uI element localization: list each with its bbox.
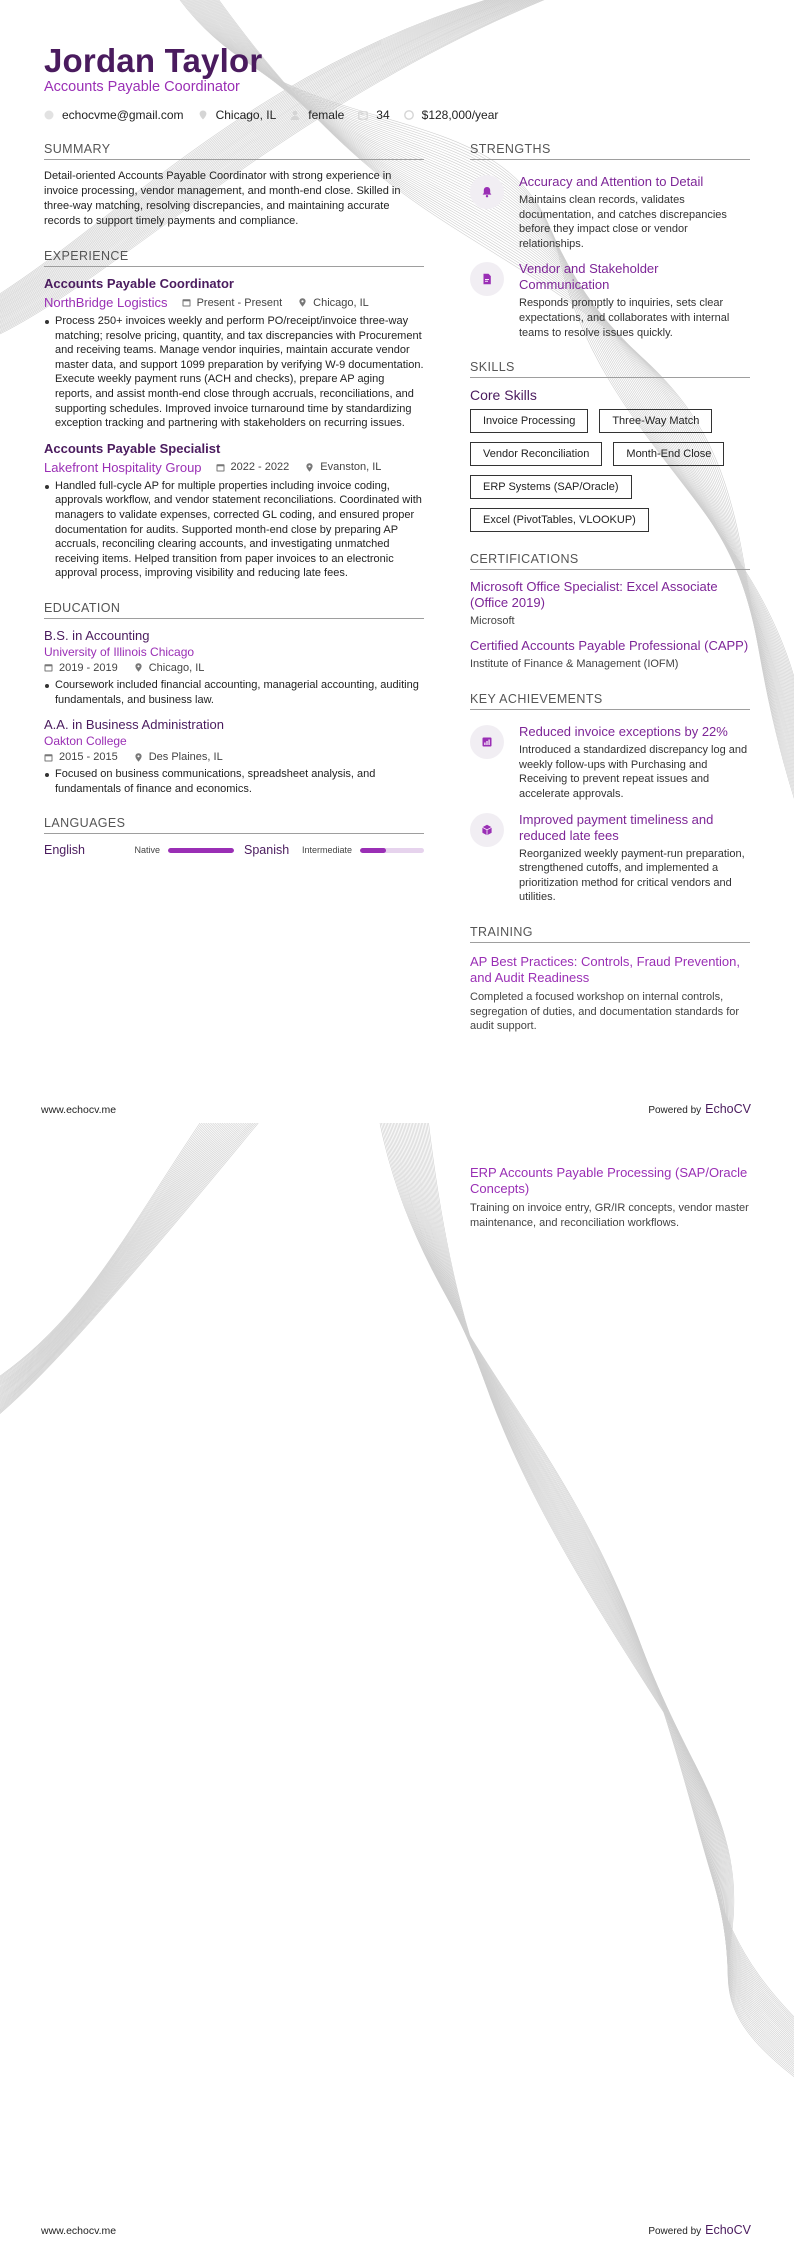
contact-age-text: 34 (376, 108, 390, 122)
document-icon (481, 273, 493, 285)
language-level: Intermediate (301, 845, 352, 856)
strength-title: Vendor and Stakeholder Communication (519, 261, 659, 293)
degree-name: A.A. in Business Administration (44, 717, 224, 733)
left-column (44, 142, 424, 857)
resume-page-2 (0, 1123, 794, 2246)
skill-group-title: Core Skills (470, 387, 537, 404)
job-meta (44, 295, 424, 310)
achievement-title: Improved payment timeliness and reduced late fees (519, 811, 714, 843)
achievement-desc: Introduced a standardized discrepancy log and weekly follow-ups with Purchasing and Receiving to prevent repeat issues and accelerate approvals. (519, 744, 748, 800)
language-name: Spanish (244, 843, 290, 858)
cube-icon (481, 824, 493, 836)
school-name: University of Illinois Chicago (44, 644, 195, 659)
education-bullets (44, 767, 424, 796)
job-entry (44, 441, 424, 581)
training-name: ERP Accounts Payable Processing (SAP/Oracle Concepts) (470, 1165, 748, 1196)
education-location: Des Plaines, IL (134, 751, 223, 763)
job-title: Accounts Payable Specialist (44, 440, 221, 456)
powered-by-text: Powered by (648, 2226, 702, 2237)
strength-desc: Maintains clean records, validates documentation, and catches discrepancies before they impact close or vendor relationships. (519, 194, 727, 250)
languages-heading: LANGUAGES (44, 816, 424, 834)
training-item (470, 952, 750, 1034)
school-name: Oakton College (44, 734, 127, 749)
job-dates: 2022 - 2022 (216, 461, 290, 473)
language-bar-fill (360, 848, 386, 853)
footer-powered-by[interactable] (648, 2223, 751, 2237)
contact-gender-text: female (308, 108, 345, 122)
calendar-icon (182, 298, 191, 307)
training-desc: Training on invoice entry, GR/IR concepts, vendor master maintenance, and reconciliation workflows. (470, 1202, 749, 1229)
email-icon (44, 110, 54, 120)
certification-item (470, 579, 750, 627)
language-bar-fill (168, 848, 234, 853)
summary-text: Detail-oriented Accounts Payable Coordinator with strong experience in invoice processing, vendor management, and month-end close. Skilled in three-way matching, resolving discrepancies, and maintaining accurate records to support timely payments and compliance. (44, 170, 401, 227)
brand-logo: EchoCV (705, 1102, 751, 1116)
right-column (470, 142, 750, 1034)
training-heading: TRAINING (470, 925, 750, 943)
contact-email[interactable] (44, 108, 184, 122)
brand-logo: EchoCV (705, 2223, 751, 2237)
education-dates: 2019 - 2019 (44, 662, 118, 674)
job-bullets (44, 479, 424, 581)
calendar-icon (44, 663, 53, 672)
list-item: Focused on business communications, spreadsheet analysis, and fundamentals of finance and economics. (44, 767, 424, 796)
skill-tags (470, 409, 750, 541)
skill-tag: Month-End Close (613, 442, 724, 466)
strengths-heading: STRENGTHS (470, 142, 750, 160)
list-item: Process 250+ invoices weekly and perform PO/receipt/invoice three-way matching; resolve pricing, quantity, and tax discrepancies with Procurement and receiving teams. Manage vendor inquiries, maintain accurate vendor master data, and support 1099 preparation by verifying W-9 documentation. Execute weekly payment runs (ACH and checks), prepare AP aging reports, and assist month-end close through accruals, reconciliations, and supporting schedules. Improved invoice turnaround time by standardizing exception tracking and partnering with stakeholders on recurring issues. (44, 314, 424, 431)
person-icon (290, 110, 300, 120)
footer-powered-by[interactable] (648, 1102, 751, 1116)
calendar-icon (358, 110, 368, 120)
certification-name: Microsoft Office Specialist: Excel Associate (Office 2019) (470, 579, 718, 611)
strength-item (470, 174, 750, 251)
achievement-desc: Reorganized weekly payment-run preparation, strengthened cutoffs, and implemented a prioritization method for critical vendors and utilities. (519, 847, 745, 904)
language-bar (360, 848, 424, 853)
strength-item (470, 261, 750, 340)
education-meta (44, 662, 424, 674)
candidate-title: Accounts Payable Coordinator (44, 79, 240, 95)
strength-title: Accuracy and Attention to Detail (519, 174, 704, 189)
achievement-icon-badge (470, 725, 504, 759)
certification-name: Certified Accounts Payable Professional (CAPP) (470, 638, 749, 654)
education-entry (44, 717, 424, 796)
candidate-name: Jordan Taylor (44, 42, 263, 79)
job-dates: Present - Present (182, 297, 283, 309)
list-item: Coursework included financial accounting, managerial accounting, auditing fundamentals, and business law. (44, 678, 424, 707)
skill-tag: Excel (PivotTables, VLOOKUP) (470, 508, 649, 532)
job-location: Chicago, IL (298, 297, 369, 309)
strength-icon-badge (470, 262, 504, 296)
education-entry (44, 628, 424, 707)
location-icon (298, 298, 307, 307)
location-icon (134, 753, 143, 762)
training-name: AP Best Practices: Controls, Fraud Prevention, and Audit Readiness (470, 953, 740, 985)
skill-tag: Vendor Reconciliation (470, 442, 602, 466)
education-location: Chicago, IL (134, 662, 205, 674)
calendar-icon (44, 753, 53, 762)
summary-heading: SUMMARY (44, 142, 424, 160)
achievements-heading: KEY ACHIEVEMENTS (470, 692, 750, 710)
job-title: Accounts Payable Coordinator (44, 276, 234, 291)
certification-item (470, 638, 750, 670)
calendar-icon (216, 463, 225, 472)
footer-website[interactable]: www.echocv.me (41, 2225, 117, 2237)
languages-list (44, 843, 424, 857)
footer-website[interactable]: www.echocv.me (41, 1104, 117, 1116)
certifications-heading: CERTIFICATIONS (470, 552, 750, 570)
location-icon (305, 463, 314, 472)
company-name: NorthBridge Logistics (44, 295, 168, 310)
job-meta (44, 460, 424, 475)
contact-salary-text: $128,000/year (421, 108, 499, 122)
training-item (470, 1165, 750, 1230)
education-meta (44, 751, 424, 763)
contact-age (358, 108, 389, 122)
location-icon (198, 110, 208, 120)
bell-icon (481, 186, 493, 198)
contact-location (198, 108, 277, 122)
job-bullets (44, 314, 424, 431)
contact-gender (290, 108, 344, 122)
strength-desc: Responds promptly to inquiries, sets clear expectations, and collaborates with internal teams to resolve issues quickly. (519, 297, 730, 339)
certification-org: Microsoft (470, 615, 515, 628)
education-bullets (44, 678, 424, 707)
language-bar (168, 848, 234, 853)
chart-icon (481, 736, 493, 748)
contact-email-text: echocvme@gmail.com (62, 108, 184, 122)
education-dates: 2015 - 2015 (44, 751, 118, 763)
skill-tag: ERP Systems (SAP/Oracle) (470, 475, 632, 499)
degree-name: B.S. in Accounting (44, 627, 150, 643)
achievement-item (470, 812, 750, 905)
language-item (44, 843, 234, 857)
company-name: Lakefront Hospitality Group (44, 459, 202, 475)
list-item: Handled full-cycle AP for multiple properties including invoice coding, approvals workflow, and vendor statement reconciliations. Coordinated with managers to validate expenses, corrected GL coding, and ensured proper documentation for audits. Supported month-end close by preparing AP accruals, reconciling clearing accounts, and investigating unmatched receiving items. Helped transition from paper invoices to an electronic approval process, improving visibility and reducing late fees. (44, 479, 424, 581)
achievement-item (470, 724, 750, 801)
experience-heading: EXPERIENCE (44, 249, 424, 267)
skill-tag: Invoice Processing (470, 409, 588, 433)
contact-salary (404, 108, 499, 122)
strength-icon-badge (470, 175, 504, 209)
achievement-title: Reduced invoice exceptions by 22% (519, 724, 728, 740)
language-level: Native (134, 845, 160, 856)
achievement-icon-badge (470, 813, 504, 847)
contact-bar (44, 108, 512, 122)
training-desc: Completed a focused workshop on internal controls, segregation of duties, and documentation standards for audit support. (470, 990, 740, 1033)
money-icon (404, 110, 414, 120)
language-name: English (44, 843, 85, 858)
skill-tag: Three-Way Match (599, 409, 712, 433)
skills-heading: SKILLS (470, 360, 750, 378)
education-heading: EDUCATION (44, 601, 424, 619)
job-entry (44, 276, 424, 431)
language-item (234, 843, 424, 857)
contact-location-text: Chicago, IL (215, 108, 277, 122)
certification-org: Institute of Finance & Management (IOFM) (470, 658, 679, 671)
job-location: Evanston, IL (305, 461, 381, 473)
location-icon (134, 663, 143, 672)
powered-by-text: Powered by (648, 1105, 702, 1116)
